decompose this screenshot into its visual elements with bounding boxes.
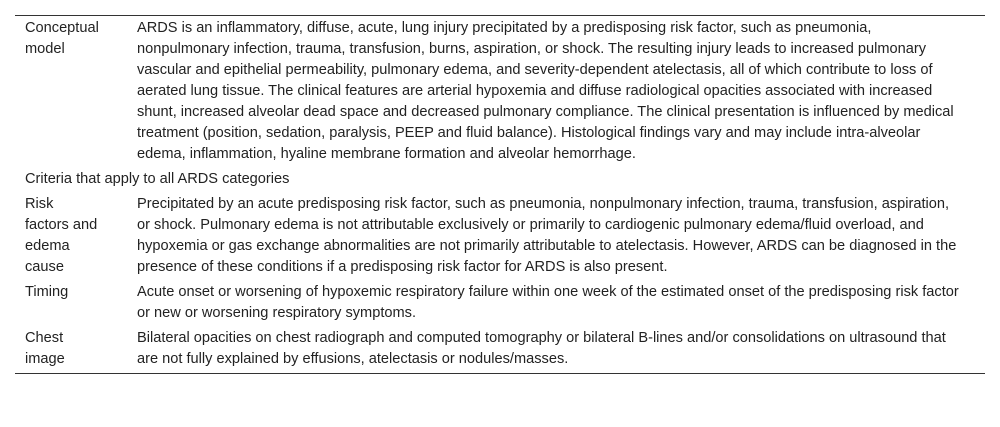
row-label-line: cause — [25, 259, 64, 275]
ards-definition-table — [15, 15, 985, 374]
table-row-risk-factors — [15, 193, 985, 281]
row-text: Acute onset or worsening of hypoxemic respiratory failure within one week of the estimated onset of the predisposing risk factor or new or worsening respiratory symptoms. — [137, 284, 959, 321]
table-row-conceptual-model — [15, 16, 985, 168]
section-header: Criteria that apply to all ARDS categories — [25, 171, 290, 187]
row-label-line: Conceptual — [25, 20, 99, 36]
row-label-line: factors and — [25, 217, 98, 233]
row-text: Precipitated by an acute predisposing risk factor, such as pneumonia, nonpulmonary infection, trauma, transfusion, aspiration, or shock. Pulmonary edema is not attributable exclusively or primarily to cardiogenic pulmonary edema/fluid overload, and hypoxemia or gas exchange abnormalities are not primarily attributable to atelectasis. However, ARDS can be diagnosed in the presence of these conditions if a predisposing risk factor for ARDS is also present. — [137, 196, 957, 275]
row-label — [15, 282, 137, 324]
row-label-line: Risk — [25, 196, 54, 212]
row-label-line: model — [25, 41, 65, 57]
row-text: Bilateral opacities on chest radiograph and computed tomography or bilateral B-lines and/or consolidations on ultrasound that are not fully explained by effusions, atelectasis or nodules/masses. — [137, 330, 946, 367]
table-row-timing — [15, 281, 985, 327]
row-label — [15, 328, 137, 370]
row-text: ARDS is an inflammatory, diffuse, acute, lung injury precipitated by a predisposing risk factor, such as pneumonia, nonpulmonary infection, trauma, transfusion, burns, aspiration, or shock. The resulting injury leads to increased pulmonary vascular and epithelial permeability, pulmonary edema, and severity-dependent atelectasis, all of which contribute to loss of aerated lung tissue. The clinical features are arterial hypoxemia and diffuse radiological opacities associated with increased shunt, increased alveolar dead space and decreased pulmonary compliance. The clinical presentation is influenced by medical treatment (position, sedation, paralysis, PEEP and fluid balance). Histological findings vary and may include intra-alveolar edema, inflammation, hyaline membrane formation and alveolar hemorrhage. — [137, 20, 954, 162]
row-label-line: edema — [25, 238, 70, 254]
row-label — [15, 18, 137, 165]
table-row-chest-image — [15, 327, 985, 373]
row-label-line: Timing — [25, 284, 69, 300]
row-label-line: image — [25, 351, 65, 367]
row-label-line: Chest — [25, 330, 64, 346]
row-label — [15, 194, 137, 278]
